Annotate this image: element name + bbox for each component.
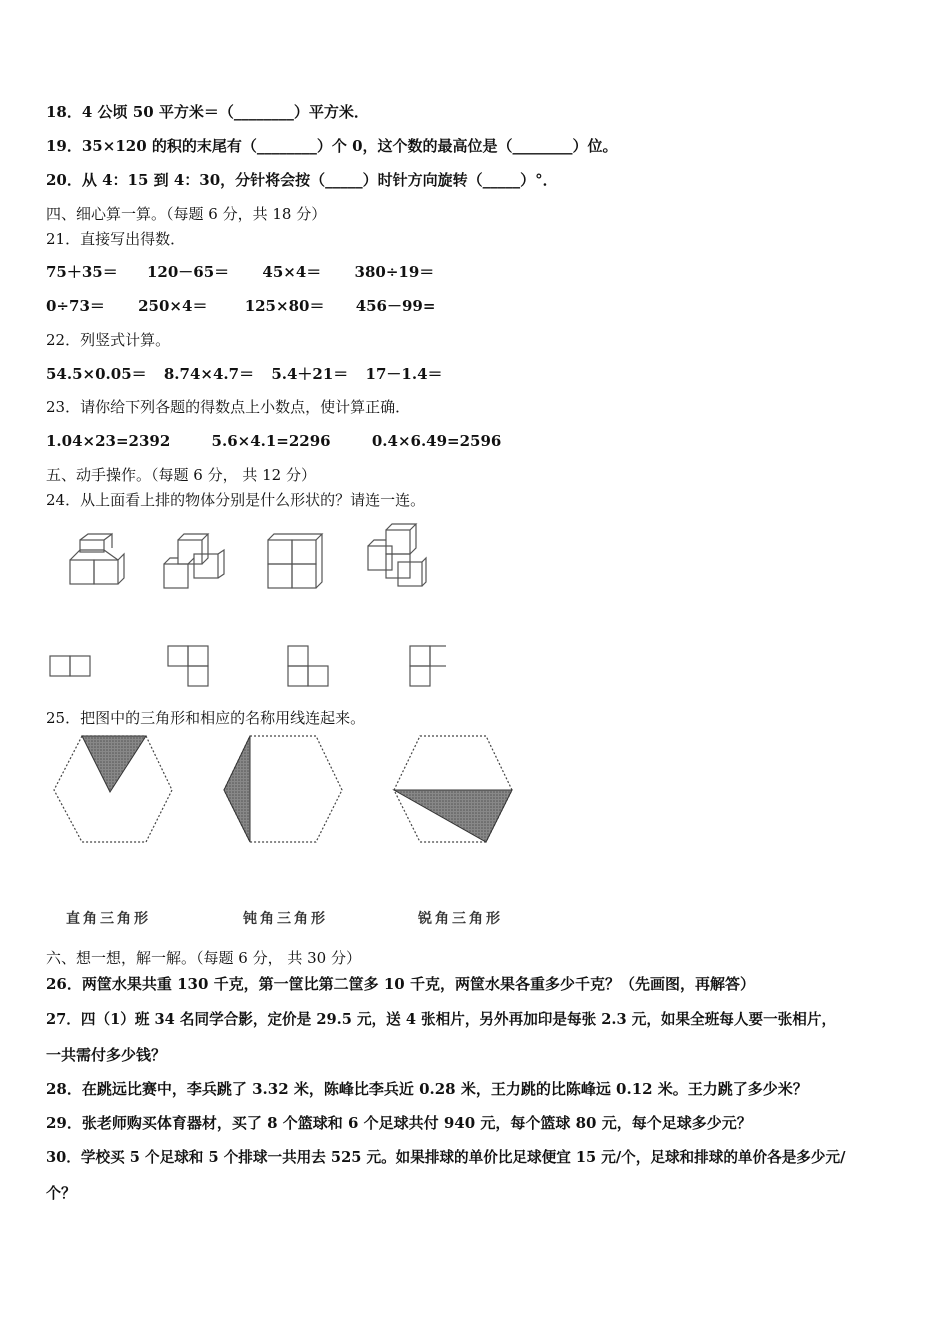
q23-row [46, 431, 501, 451]
question-20: 20．从 4：15 到 4：30，分针将会按（_____）时针方向旋转（_____）°． [46, 171, 558, 189]
q21-row-1 [46, 262, 434, 282]
q23-expr: 5.6×4.1=2296 [211, 432, 331, 450]
question-21: 21．直接写出得数． [46, 230, 186, 248]
label-acute-triangle: 锐角三角形 [418, 911, 503, 927]
question-27-cont: 一共需付多少钱？ [46, 1046, 167, 1064]
q24-figures [46, 520, 446, 700]
question-25: 25．把图中的三角形和相应的名称用线连起来。 [46, 709, 366, 727]
q23-expr: 1.04×23=2392 [46, 432, 171, 450]
section-4-heading: 四、细心算一算。（每题 6 分，共 18 分） [46, 205, 327, 223]
question-18: 18．4 公顷 50 平方米＝（________）平方米． [46, 103, 369, 121]
hexagon-3 [394, 736, 512, 842]
question-19: 19．35×120 的积的末尾有（________）个 0，这个数的最高位是（________）位。 [46, 137, 618, 155]
label-obtuse-triangle: 钝角三角形 [243, 911, 328, 927]
top-view-4 [410, 646, 446, 686]
cube-stack-1 [70, 534, 124, 584]
question-28: 28．在跳远比赛中，李兵跳了 3.32 米，陈峰比李兵近 0.28 米，王力跳的比陈峰远 0.12 米。王力跳了多少米？ [46, 1080, 808, 1098]
question-30-cont: 个？ [46, 1184, 77, 1202]
q21-expr: 75＋35＝ [46, 263, 118, 281]
q22-expr: 54.5×0.05＝ [46, 365, 147, 383]
q21-row-2 [46, 296, 435, 316]
q22-expr: 17－1.4＝ [365, 365, 443, 383]
q21-expr: 250×4＝ [138, 297, 208, 315]
q21-expr: 125×80＝ [244, 297, 325, 315]
label-right-triangle: 直角三角形 [66, 911, 151, 927]
section-5-heading: 五、动手操作。（每题 6 分， 共 12 分） [46, 466, 316, 484]
q21-expr: 120－65＝ [146, 263, 230, 281]
q21-expr: 456－99= [355, 297, 436, 315]
top-view-1 [50, 656, 90, 676]
q22-row [46, 364, 443, 384]
top-view-2 [168, 646, 208, 686]
question-22: 22．列竖式计算。 [46, 331, 171, 349]
q25-hexagons [46, 734, 526, 846]
q23-expr: 0.4×6.49=2596 [371, 432, 502, 450]
q21-expr: 45×4＝ [262, 263, 322, 281]
q22-expr: 5.4＋21＝ [271, 365, 349, 383]
question-30: 30．学校买 5 个足球和 5 个排球一共用去 525 元。如果排球的单价比足球便宜 15 元/个，足球和排球的单价各是多少元/ [46, 1149, 846, 1166]
q21-expr: 0÷73＝ [46, 297, 105, 315]
question-26: 26．两筐水果共重 130 千克，第一筐比第二筐多 10 千克，两筐水果各重多少千克？（先画图，再解答） [46, 975, 755, 993]
q22-expr: 8.74×4.7＝ [163, 365, 255, 383]
hexagon-2 [224, 736, 342, 842]
hexagon-1 [54, 736, 172, 842]
cube-stack-4 [368, 524, 426, 586]
section-6-heading: 六、想一想，解一解。（每题 6 分， 共 30 分） [46, 949, 361, 967]
question-29: 29．张老师购买体育器材，买了 8 个篮球和 6 个足球共付 940 元，每个篮球 80 元，每个足球多少元？ [46, 1114, 752, 1132]
top-view-3 [288, 646, 328, 686]
cube-stack-2 [164, 534, 224, 588]
question-24: 24．从上面看上排的物体分别是什么形状的？请连一连。 [46, 491, 426, 509]
q21-expr: 380÷19＝ [354, 263, 435, 281]
question-27: 27．四（1）班 34 名同学合影，定价是 29.5 元，送 4 张相片，另外再加印是每张 2.3 元，如果全班每人要一张相片， [46, 1011, 837, 1028]
cube-stack-3 [268, 534, 322, 588]
question-23: 23．请你给下列各题的得数点上小数点，使计算正确． [46, 398, 411, 416]
